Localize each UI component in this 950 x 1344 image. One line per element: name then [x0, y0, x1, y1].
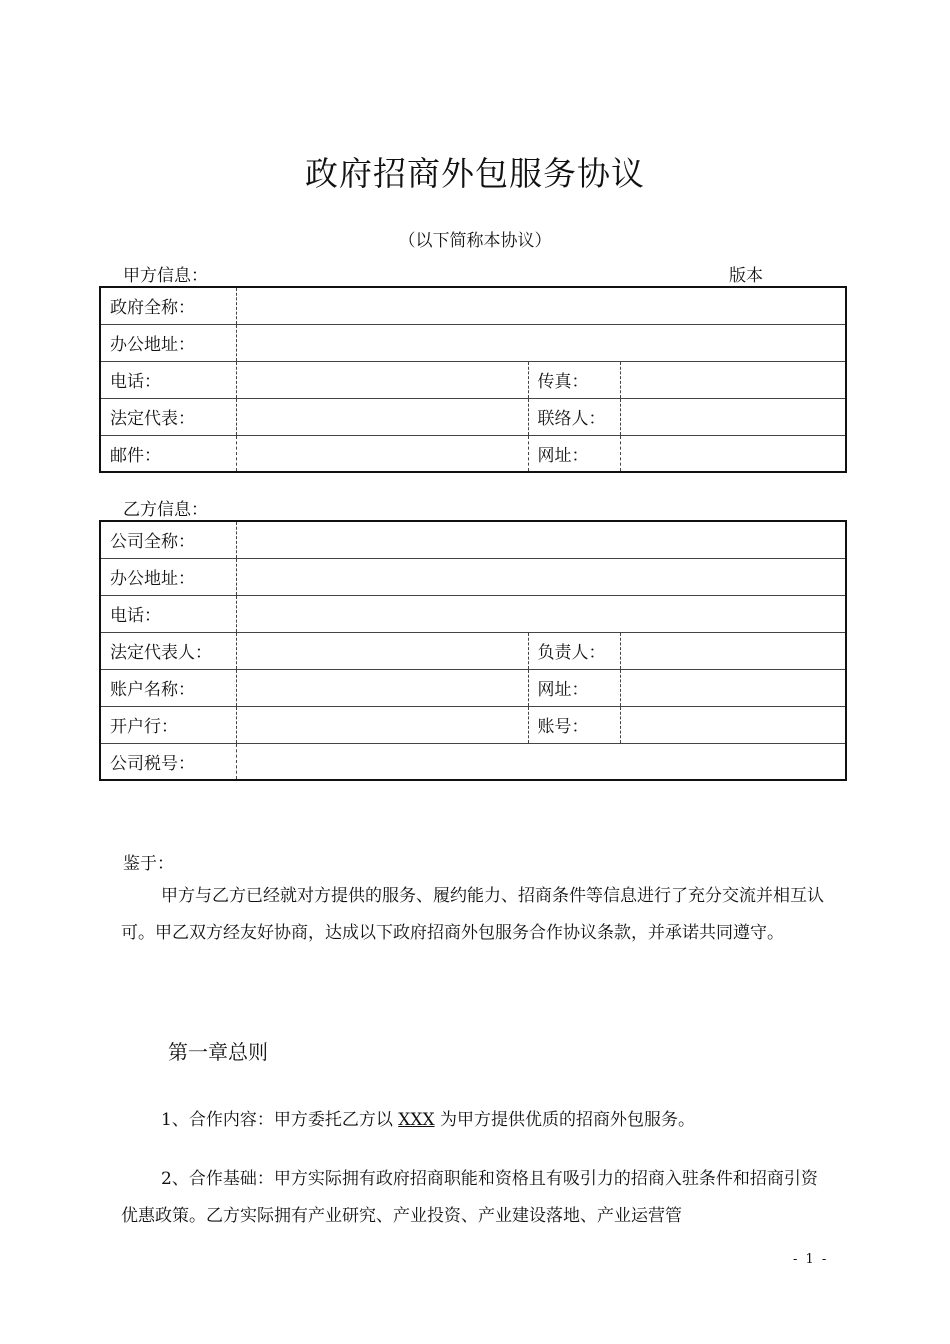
party-a-table: [99, 286, 847, 473]
table-row: [100, 595, 846, 632]
table-row: [100, 706, 846, 743]
field-label: 账号：: [528, 706, 620, 743]
field-label: 电话：: [100, 595, 236, 632]
preamble-paragraph: 甲方与乙方已经就对方提供的服务、履约能力、招商条件等信息进行了充分交流并相互认可。甲乙双方经友好协商，达成以下政府招商外包服务合作协议条款，并承诺共同遵守。: [121, 886, 824, 943]
table-row: [100, 287, 846, 324]
clause-1-prefix: 1、合作内容：甲方委托乙方以: [161, 1110, 399, 1130]
contact-person-field[interactable]: [620, 398, 846, 435]
legal-representative-field[interactable]: [236, 398, 528, 435]
page-number: - 1 -: [793, 1252, 829, 1267]
clause-1: [161, 1105, 695, 1130]
tax-id-field[interactable]: [236, 743, 846, 780]
field-label: 网址：: [528, 669, 620, 706]
preamble-heading: 鉴于：: [123, 854, 174, 874]
document-subtitle: （以下简称本协议）: [398, 231, 552, 251]
field-label: 政府全称：: [100, 287, 236, 324]
table-row: [100, 632, 846, 669]
document-title: 政府招商外包服务协议: [305, 154, 645, 193]
field-label: 开户行：: [100, 706, 236, 743]
field-label: 办公地址：: [100, 558, 236, 595]
government-name-field[interactable]: [236, 287, 846, 324]
table-row: [100, 521, 846, 558]
account-name-field[interactable]: [236, 669, 528, 706]
party-b-table: [99, 520, 847, 781]
clause-2: 2、合作基础：甲方实际拥有政府招商职能和资格且有吸引力的招商入驻条件和招商引资优惠政策。乙方实际拥有产业研究、产业投资、产业建设落地、产业运营管: [121, 1169, 818, 1226]
table-row: [100, 669, 846, 706]
party-b-heading: 乙方信息：: [123, 500, 208, 520]
field-label: 公司税号：: [100, 743, 236, 780]
email-field[interactable]: [236, 435, 528, 472]
website-field[interactable]: [620, 435, 846, 472]
field-label: 账户名称：: [100, 669, 236, 706]
phone-field[interactable]: [236, 595, 846, 632]
legal-representative-field[interactable]: [236, 632, 528, 669]
table-row: [100, 558, 846, 595]
placeholder-text: XXX: [398, 1110, 435, 1130]
field-label: 法定代表：: [100, 398, 236, 435]
office-address-field[interactable]: [236, 324, 846, 361]
field-label: 公司全称：: [100, 521, 236, 558]
table-row: [100, 398, 846, 435]
office-address-field[interactable]: [236, 558, 846, 595]
table-row: [100, 743, 846, 780]
clause-1-suffix: 为甲方提供优质的招商外包服务。: [434, 1110, 695, 1130]
field-label: 办公地址：: [100, 324, 236, 361]
table-row: [100, 361, 846, 398]
company-name-field[interactable]: [236, 521, 846, 558]
bank-field[interactable]: [236, 706, 528, 743]
table-row: [100, 324, 846, 361]
phone-field[interactable]: [236, 361, 528, 398]
field-label: 负责人：: [528, 632, 620, 669]
account-number-field[interactable]: [620, 706, 846, 743]
table-row: [100, 435, 846, 472]
field-label: 网址：: [528, 435, 620, 472]
version-label: 版本: [729, 266, 763, 286]
party-a-heading: 甲方信息：: [123, 266, 208, 286]
field-label: 电话：: [100, 361, 236, 398]
website-field[interactable]: [620, 669, 846, 706]
field-label: 法定代表人：: [100, 632, 236, 669]
field-label: 联络人：: [528, 398, 620, 435]
fax-field[interactable]: [620, 361, 846, 398]
field-label: 传真：: [528, 361, 620, 398]
field-label: 邮件：: [100, 435, 236, 472]
person-in-charge-field[interactable]: [620, 632, 846, 669]
chapter-title: 第一章总则: [168, 1040, 268, 1064]
